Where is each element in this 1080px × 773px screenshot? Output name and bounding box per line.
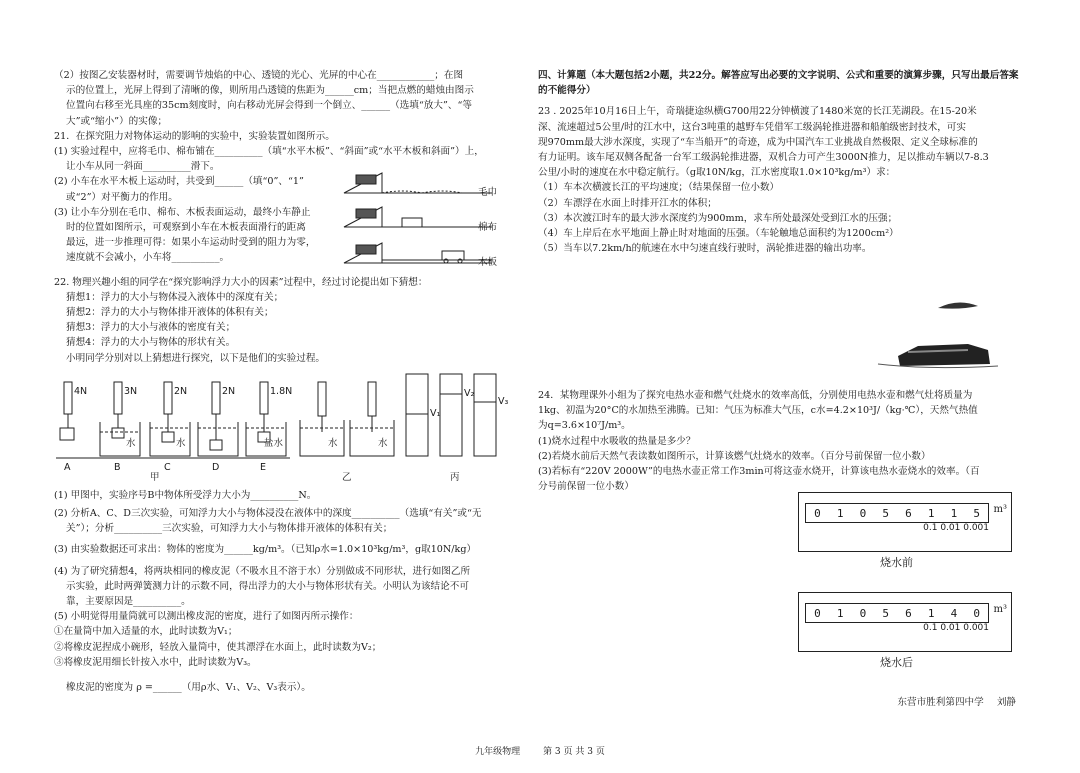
liquid-yi-2: 水 (378, 437, 388, 449)
right-column (538, 68, 1028, 493)
text-line: （3）本次渡江时车的最大涉水深度约为900mm，求车所处最深处受到江水的压强； (538, 212, 898, 224)
liquid-E: 盐水 (264, 437, 284, 449)
incline-cart-figure (342, 169, 512, 269)
text-line: 橡皮泥的密度为 ρ =______（用ρ水、V₁、V₂、V₃表示）。 (66, 682, 311, 694)
group-yi: 乙 (342, 471, 352, 483)
liquid-B: 水 (126, 437, 136, 449)
liquid-yi-1: 水 (328, 437, 338, 449)
meter-digits-after (805, 603, 989, 623)
text-line: (4) 为了研究猜想4，将两块相同的橡皮泥（不吸水且不溶于水）分别做成不同形状，进行如图乙所 (54, 565, 471, 577)
section-4-header: 四、计算题（本大题包括2小题，共22分。解答应写出必要的文字说明、公式和重要的演算步骤，只写出最后答案的不能得分） (538, 70, 1019, 97)
question-23 (538, 104, 1028, 256)
text-line: (3) 让小车分别在毛巾、棉布、木板表面运动，最终小车静止 (54, 206, 311, 218)
meter-caption-after: 烧水后 (880, 656, 913, 669)
volume-v1: V₁ (430, 407, 441, 419)
page-footer (0, 744, 1080, 757)
meter-digits-before (805, 503, 989, 523)
text-line: 让小车从同一斜面__________滑下。 (66, 161, 220, 173)
liquid-C: 水 (176, 437, 186, 449)
footer-subject: 九年级物理 (475, 747, 521, 757)
meter-scale: 0.1 0.01 0.001 (923, 523, 989, 533)
digit: 0 (814, 506, 821, 520)
text-line: ②将橡皮泥捏成小碗形，轻放入量筒中，使其漂浮在水面上，此时读数为V₂； (54, 641, 382, 653)
text-line: 最远，进一步推理可得：如果小车运动时受到的阻力为零， (66, 237, 316, 249)
text-line: 示实验，此时两弹簧测力计的示数不同，得出浮力的大小与物体形状有关。小明认为该结论不可 (66, 580, 469, 592)
text-line: 为q=3.6×10⁷J/m³。 (538, 420, 631, 432)
text-line: 速度就不会减小，小车将__________。 (66, 252, 230, 264)
volume-v3: V₃ (498, 395, 509, 407)
digit: 5 (882, 606, 889, 620)
text-line: 位置向右移至光具座的35cm刻度时，向右移动光屏会得到一个倒立、______（选填“放大”、“等 (66, 100, 472, 112)
digit: 0 (859, 606, 867, 620)
digit: 6 (905, 506, 912, 520)
text-line: (3) 由实验数据还可求出：物体的密度为______kg/m³。（已知ρ水=1.0×10³kg/m³，g取10N/kg） (54, 544, 477, 556)
q20-part2 (54, 68, 520, 129)
text-line: 小明同学分别对以上猜想进行探究，以下是他们的实验过程。 (66, 352, 326, 364)
letter-B: B (114, 461, 121, 473)
buoyancy-figure (54, 370, 520, 482)
force-C: 2N (174, 385, 188, 397)
text-line: 有力证明。该车尾双侧各配备一台军工级涡轮推进器，双机合力可产生3000N推力，足以推动车辆以7-8.3 (538, 152, 989, 164)
digit: 0 (973, 606, 980, 620)
letter-D: D (212, 461, 220, 473)
author-signature (897, 694, 1016, 708)
digit: 1 (927, 506, 935, 520)
text-line: (1) 甲图中，实验序号B中物体所受浮力大小为__________N。 (54, 489, 317, 501)
text-line: (3)若标有“220V 2000W”的电热水壶正常工作3min可将这壶水烧开，计算该电热水壶烧水的效率。（百 (538, 466, 980, 478)
text-line: 24．某物理课外小组为了探究电热水壶和燃气灶烧水的效率高低，分别使用电热水壶和燃气灶将质量为 (538, 390, 973, 401)
school-name: 东营市胜利第四中学 (897, 697, 984, 708)
author-name: 刘静 (996, 697, 1016, 708)
text-line: （4）车上岸后在水平地面上静止时对地面的压强。（车轮触地总面积约为1200cm²） (538, 228, 899, 240)
text-line: （2）按图乙安装器材时，需要调节烛焰的中心、透镜的光心、光屏的中心在____________；在图 (54, 70, 464, 81)
amphibious-car-photo (848, 286, 1008, 376)
footer-page: 第 3 页 共 3 页 (543, 747, 605, 757)
text-line: 猜想2：浮力的大小与物体排开液体的体积有关； (66, 307, 274, 319)
gas-meter-after (798, 592, 1012, 652)
text-line: ①在量筒中加入适量的水，此时读数为V₁； (54, 626, 238, 638)
left-column (54, 68, 520, 695)
letter-C: C (164, 461, 171, 473)
text-line: 1kg、初温为20°C的水加热至沸腾。已知：气压为标准大气压，c水=4.2×10³J/（kg·℃），天然气热值 (538, 405, 978, 417)
digit: 1 (836, 606, 844, 620)
digit: 0 (814, 606, 821, 620)
digit: 0 (859, 506, 867, 520)
text-line: 22. 物理兴趣小组的同学在“探究影响浮力大小的因素”过程中，经过讨论提出如下猜想： (54, 276, 428, 288)
text-line: 23 . 2025年10月16日上午，奇瑞捷途纵横G700用22分钟横渡了1480米宽的长江芜湖段。在15-20米 (538, 106, 977, 118)
text-line: 大”或“缩小”）的实像； (66, 115, 168, 127)
text-line: 或“2”）对平衡力的作用。 (66, 191, 178, 203)
force-E: 1.8N (270, 385, 293, 397)
question-24 (538, 388, 1028, 494)
text-line: （5）当车以7.2km/h的航速在水中匀速直线行驶时，涡轮推进器的输出功率。 (538, 243, 872, 255)
text-line: 时的位置如图所示，可观察到小车在木板表面滑行的距离 (66, 222, 306, 234)
text-line: 靠，主要原因是__________。 (66, 596, 191, 608)
digit: 5 (973, 506, 980, 520)
meter-unit: m³ (993, 504, 1007, 515)
force-B: 3N (124, 385, 138, 397)
question-21 (54, 129, 520, 266)
meter-caption-before: 烧水前 (880, 556, 913, 569)
text-line: (2) 分析A、C、D三次实验，可知浮力大小与物体浸没在液体中的深度__________（选填“有关”或“无 (54, 508, 482, 520)
text-line: 猜想4：浮力的大小与物体的形状有关。 (66, 337, 236, 349)
text-line: (5) 小明觉得用量筒就可以测出橡皮泥的密度，进行了如图丙所示操作： (54, 611, 359, 623)
digit: 1 (927, 606, 935, 620)
text-line: (2) 小车在水平木板上运动时，共受到______（填“0”、“1” (54, 176, 304, 188)
text-line: 猜想3：浮力的大小与液体的密度有关； (66, 322, 236, 334)
group-jia: 甲 (150, 471, 160, 483)
text-line: (1) 实验过程中，应将毛巾、棉布铺在__________（填“水平木板”、“斜面”或“水平木板和斜面”）上， (54, 146, 484, 158)
digit: 1 (950, 506, 958, 520)
digit: 5 (882, 506, 889, 520)
text-line: （1）车本次横渡长江的平均速度；（结果保留一位小数） (538, 182, 780, 194)
text-line: ③将橡皮泥用细长针按入水中，此时读数为V₃。 (54, 656, 257, 668)
label-wood: 木板 (478, 256, 498, 268)
text-line: 深、流速超过5公里/时的江水中，这台3吨重的越野车凭借军工级涡轮推进器和船舶级密封技术，可实 (538, 121, 966, 133)
digit: 4 (950, 606, 958, 620)
label-towel: 毛巾 (478, 186, 498, 198)
text-line: (2)若烧水前后天然气表读数如图所示，计算该燃气灶烧水的效率。（百分号前保留一位小数） (538, 450, 931, 462)
meter-scale: 0.1 0.01 0.001 (923, 623, 989, 633)
digit: 6 (905, 606, 912, 620)
text-line: （2）车漂浮在水面上时排开江水的体积； (538, 197, 717, 209)
text-line: 21．在探究阻力对物体运动的影响的实验中，实验装置如图所示。 (54, 130, 335, 142)
gas-meter-before (798, 492, 1012, 552)
label-cotton: 棉布 (478, 221, 498, 233)
text-line: 猜想1：浮力的大小与物体浸入液体中的深度有关； (66, 291, 284, 303)
letter-A: A (64, 461, 71, 473)
question-22 (54, 275, 520, 696)
text-line: 示的位置上，光屏上得到了清晰的像，则所用凸透镜的焦距为______cm；当把点燃的蜡烛由图示 (66, 85, 474, 97)
text-line: 关”）；分析__________三次实验，可知浮力大小与物体排开液体的体积有关； (66, 523, 393, 535)
letter-E: E (260, 461, 267, 473)
text-line: 现970mm最大涉水深度，实现了“车当船开”的奇迹，成为中国汽车工业挑战自然极限、定义全球标准的 (538, 136, 978, 148)
text-line: 公里/小时的速度在水中稳定航行。（g取10N/kg，江水密度取1.0×10³kg/m³）求： (538, 167, 896, 179)
meter-unit: m³ (993, 604, 1007, 615)
text-line: 分号前保留一位小数） (538, 481, 634, 493)
force-A: 4N (74, 385, 88, 397)
text-line: (1)烧水过程中水吸收的热量是多少？ (538, 435, 696, 447)
group-bing: 丙 (450, 471, 460, 483)
digit: 1 (836, 506, 844, 520)
volume-v2: V₂ (464, 387, 475, 399)
force-D: 2N (222, 385, 236, 397)
